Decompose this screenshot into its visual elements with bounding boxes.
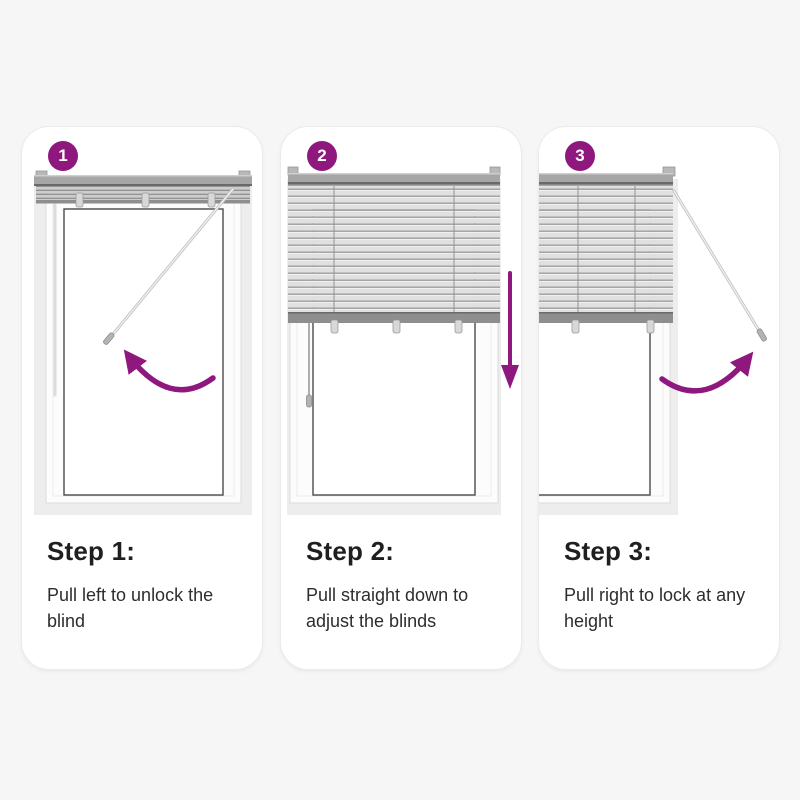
- half-lowered-blind: [539, 167, 675, 333]
- step-1-description: Pull left to unlock the blind: [47, 585, 214, 631]
- step-2-badge: [307, 141, 337, 171]
- down-arrow-icon: [501, 273, 519, 389]
- step-2-number: 2: [317, 146, 327, 165]
- step-3-badge: [565, 141, 595, 171]
- pull-cord: [674, 191, 767, 342]
- step-1-number: 1: [58, 146, 68, 165]
- step-card-3: [538, 126, 780, 670]
- step-3-number: 3: [575, 146, 585, 165]
- step-3-illustration: [539, 127, 780, 527]
- raised-blind: [34, 171, 252, 207]
- step-2-description: Pull straight down to adjust the blinds: [306, 585, 469, 631]
- window: [34, 179, 252, 515]
- step-3-title: Step 3:: [564, 536, 653, 566]
- step-1-title: Step 1:: [47, 536, 136, 566]
- step-1-badge: [48, 141, 78, 171]
- step-3-description: Pull right to lock at any height: [564, 585, 746, 631]
- step-card-1: [21, 126, 263, 670]
- half-lowered-blind: [288, 167, 500, 333]
- step-2-title: Step 2:: [306, 536, 395, 566]
- step-card-2: [280, 126, 522, 670]
- step-1-illustration: [22, 127, 263, 527]
- step-2-illustration: [281, 127, 522, 527]
